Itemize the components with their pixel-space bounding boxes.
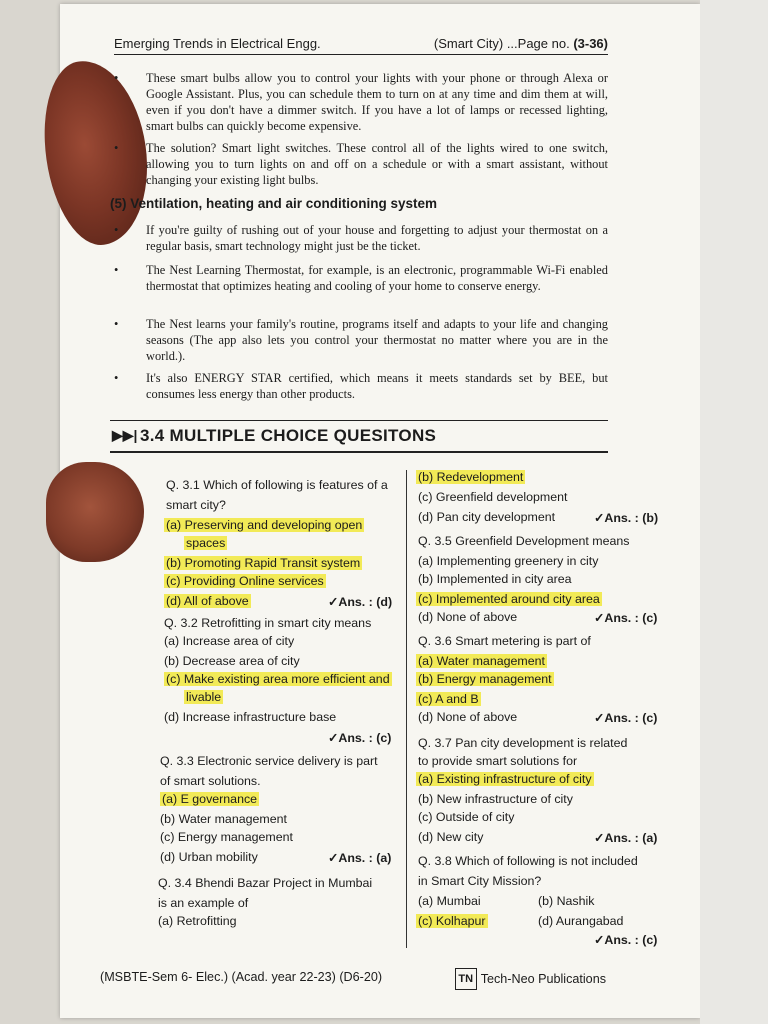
- bullet-dot: •: [114, 71, 119, 85]
- option-text: (a) E governance: [162, 792, 258, 806]
- option-text: (a) Implementing greenery in city: [418, 554, 599, 568]
- option-text: (b) Implemented in city area: [418, 572, 572, 586]
- answer-label: ✓Ans. : (c): [328, 731, 392, 745]
- bullet-text: These smart bulbs allow you to control your lights with your phone or through Alexa or Google Assistant. Plus, you can schedule them to turn on at any time and dim them at will, even if you don't have a dimmer switch. If you have a lot of lamps or recessed lighting, smart bulbs can quickly become expensive.: [146, 71, 608, 133]
- bullet-text: The solution? Smart light switches. These control all of the lights wired to one switch, allowing you to turn lights on and off on a schedule or with a smart assistant, without changing your existing light bulbs.: [146, 141, 608, 187]
- bullet-text: It's also ENERGY STAR certified, which means it meets standards set by BEE, but consumes less energy than other products.: [146, 371, 608, 401]
- answer-label: ✓Ans. : (a): [594, 831, 658, 845]
- mcq-section-bar: [110, 420, 608, 453]
- publisher-logo-icon: TN: [455, 968, 477, 990]
- section-heading: (5) Ventilation, heating and air conditioning system: [110, 196, 438, 211]
- question-text: Q. 3.2 Retrofitting in smart city means: [164, 616, 372, 630]
- question-text: to provide smart solutions for: [418, 754, 578, 768]
- option-text: (d) None of above: [418, 710, 518, 724]
- question-text: in Smart City Mission?: [418, 874, 542, 888]
- bullet-text: If you're guilty of rushing out of your house and forgetting to adjust your thermostat on a regular basis, smart technology might just be the ticket.: [146, 223, 608, 253]
- answer-label: ✓Ans. : (c): [594, 933, 658, 947]
- option-text: (b) Decrease area of city: [164, 654, 300, 668]
- question-text: Q. 3.7 Pan city development is related: [418, 736, 628, 750]
- option-text: (c) Providing Online services: [166, 574, 324, 588]
- bullet-item: [114, 262, 608, 294]
- option-text: spaces: [186, 536, 226, 550]
- option-text: (d) Increase infrastructure base: [164, 710, 337, 724]
- question-text: Q. 3.4 Bhendi Bazar Project in Mumbai: [158, 876, 373, 890]
- option-text: (a) Water management: [418, 654, 545, 668]
- column-divider: [406, 470, 407, 948]
- mcq-section-title: 3.4 MULTIPLE CHOICE QUESITONS: [140, 426, 437, 445]
- question-text: smart city?: [166, 498, 226, 512]
- question-text: is an example of: [158, 896, 249, 910]
- option-text: (c) Greenfield development: [418, 490, 568, 504]
- bullet-item: [114, 316, 608, 364]
- option-text: (a) Existing infrastructure of city: [418, 772, 592, 786]
- answer-label: ✓Ans. : (c): [594, 711, 658, 725]
- option-text: livable: [186, 690, 222, 704]
- bullet-item: [114, 370, 608, 402]
- option-text: (a) Retrofitting: [158, 914, 237, 928]
- bullet-item: [114, 70, 608, 134]
- page-header: [114, 30, 608, 55]
- option-text: (b) Redevelopment: [418, 470, 524, 484]
- header-chapter: (Smart City) ...Page no.: [433, 36, 574, 51]
- question-text: Q. 3.3 Electronic service delivery is part: [160, 754, 378, 768]
- bullet-dot: •: [114, 371, 119, 385]
- option-text: (c) A and B: [418, 692, 479, 706]
- background-edge: [700, 0, 768, 1024]
- bullet-dot: •: [114, 317, 119, 331]
- option-text: (d) Pan city development: [418, 510, 556, 524]
- option-text: (d) All of above: [166, 594, 249, 608]
- option-text: (a) Increase area of city: [164, 634, 295, 648]
- question-text: Q. 3.1 Which of following is features of a: [166, 478, 388, 492]
- option-text: (d) Urban mobility: [160, 850, 258, 864]
- answer-label: ✓Ans. : (b): [594, 511, 659, 525]
- option-text: (c) Implemented around city area: [418, 592, 600, 606]
- question-text: Q. 3.5 Greenfield Development means: [418, 534, 630, 548]
- option-text: (b) Water management: [160, 812, 287, 826]
- publisher-name: Tech-Neo Publications: [480, 972, 606, 986]
- bullet-item: [114, 140, 608, 188]
- header-page-ref: [434, 36, 608, 51]
- header-book-title: Emerging Trends in Electrical Engg.: [114, 36, 321, 51]
- header-page-number: (3-36): [573, 36, 608, 51]
- bullet-text: The Nest Learning Thermostat, for example, is an electronic, programmable Wi-Fi enabled thermostat that optimizes heating and cooling of your home to conserve energy.: [146, 263, 608, 293]
- question-text: Q. 3.6 Smart metering is part of: [418, 634, 591, 648]
- option-text: (b) New infrastructure of city: [418, 792, 573, 806]
- answer-label: ✓Ans. : (d): [328, 595, 393, 609]
- bullet-dot: •: [114, 141, 119, 155]
- option-text: (a) Mumbai: [418, 894, 481, 908]
- option-text: (d) Aurangabad: [538, 914, 624, 928]
- option-text: (b) Nashik: [538, 894, 595, 908]
- option-text: (c) Energy management: [160, 830, 293, 844]
- option-text: (b) Promoting Rapid Transit system: [166, 556, 361, 570]
- bullet-item: [114, 222, 608, 254]
- option-text: (c) Kolhapur: [418, 914, 486, 928]
- footer-course-info: (MSBTE-Sem 6- Elec.) (Acad. year 22-23) (D6-20): [100, 970, 383, 984]
- question-text: Q. 3.8 Which of following is not included: [418, 854, 638, 868]
- footer-publisher: [455, 968, 606, 990]
- option-text: (b) Energy management: [418, 672, 552, 686]
- answer-label: ✓Ans. : (a): [328, 851, 392, 865]
- double-arrow-icon: ▶▶|: [112, 427, 138, 443]
- question-text: of smart solutions.: [160, 774, 261, 788]
- bullet-dot: •: [114, 223, 119, 237]
- option-text: (c) Outside of city: [418, 810, 515, 824]
- option-text: (c) Make existing area more efficient and: [166, 672, 390, 686]
- finger-bottom: [46, 462, 144, 562]
- bullet-dot: •: [114, 263, 119, 277]
- option-text: (d) New city: [418, 830, 484, 844]
- bullet-text: The Nest learns your family's routine, programs itself and adapts to your life and changing seasons (The app also lets you control your thermostat no matter where you are in the world.).: [146, 317, 608, 363]
- option-text: (d) None of above: [418, 610, 518, 624]
- answer-label: ✓Ans. : (c): [594, 611, 658, 625]
- option-text: (a) Preserving and developing open: [166, 518, 363, 532]
